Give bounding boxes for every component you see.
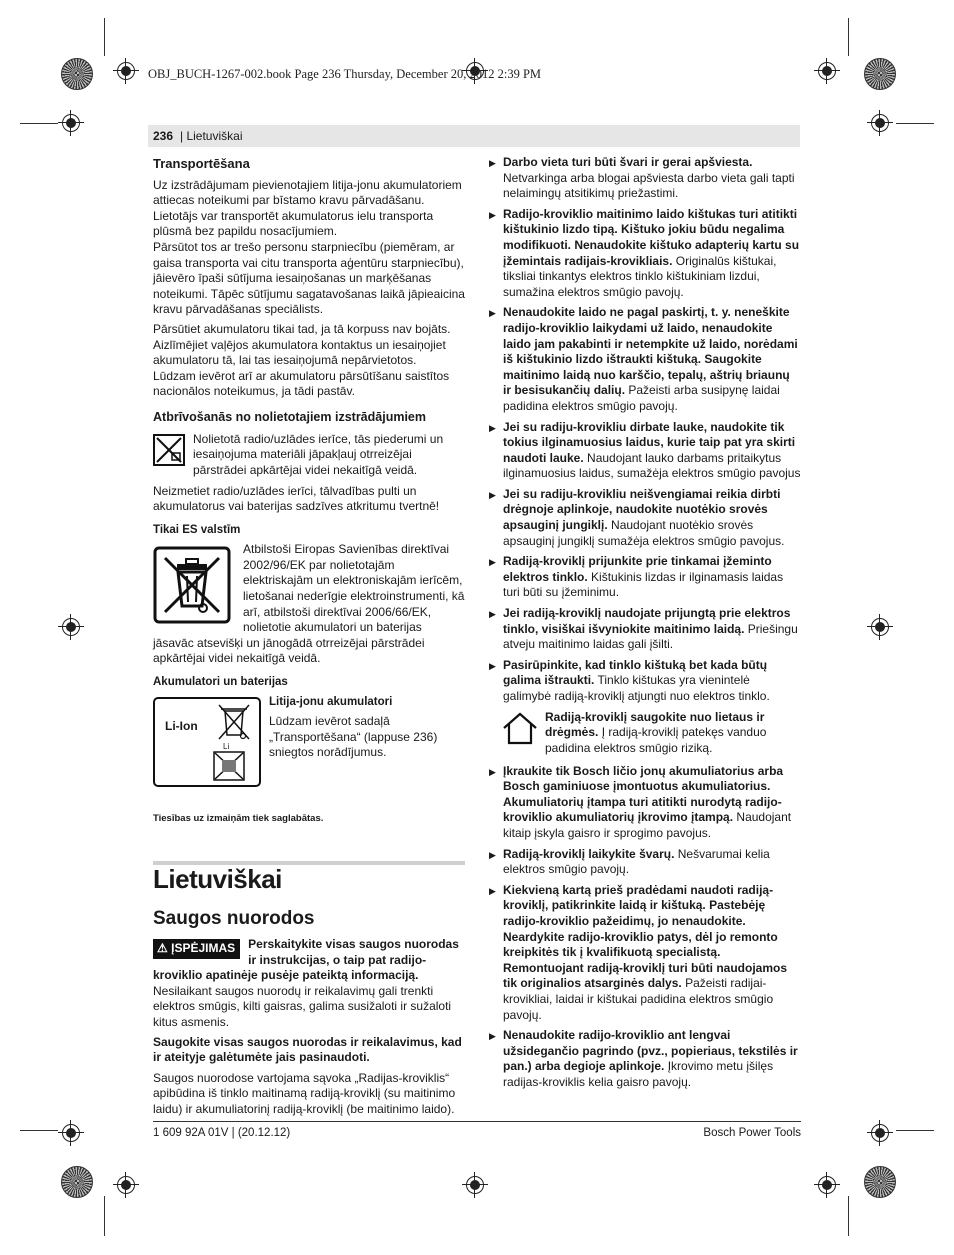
paragraph: Pārsūtiet akumulatoru tikai tad, ja tā korpuss nav bojāts. Aizlīmējiet vaļējos akumulatora kontaktus un iesaiņojiet akumulatoru tā, lai tas iesaiņojumā nepārvietotos. xyxy=(153,321,451,368)
right-column xyxy=(489,155,801,1095)
paragraph: Uz izstrādājumam pievienotajiem litija-jonu akumulatoriem attiecas noteikumi par bīstamo kravu pārvadāšanu. Lietotājs var transportēt akumulatorus ielu transporta plūsmā bez papildu nosacījumiem. xyxy=(153,177,462,239)
registration-mark xyxy=(814,58,840,84)
transport-heading: Transportēšana xyxy=(153,156,250,171)
bullet-text: Naudojant kitaip įskyla gaisro ir sprogimo pavojus. xyxy=(503,810,792,840)
warning-text: Nesilaikant saugos nuorodų ir reikalavimų gali trenkti elektros smūgis, kilti gaisras, galima susižaloti ir sužaloti kitus asmenis. xyxy=(153,983,452,1029)
paragraph: Neizmetiet radio/uzlādes ierīci, tālvadības pulti un akumulatorus vai baterijas sadzīves atkritumu tvertnē! xyxy=(153,483,440,514)
rain-text: Į radiją-kroviklį patekęs vanduo padidina elektros smūgio riziką. xyxy=(545,725,767,755)
registration-rosette xyxy=(864,58,896,90)
bullet-text: Naudojant lauko darbams pritaikytus ilginamuosius laidus, sumažėja elektros smūgio pavojus xyxy=(503,450,801,481)
registration-mark xyxy=(867,110,893,136)
bullet-bold-text: Radiją-kroviklį laikykite švarų. xyxy=(503,846,675,861)
footer-doc-id: 1 609 92A 01V | (20.12.12) xyxy=(153,1127,291,1139)
crossed-bin-small-icon xyxy=(217,703,251,743)
warning-paragraph xyxy=(153,937,465,1031)
bullet-bold-text: Jei su radiju-krovikliu neišvengiamai reikia dirbti drėgnoje aplinkoje, naudokite nuotėkio srovės apsauginį jungiklį. xyxy=(503,486,781,533)
bullet-bold-text: Nenaudokite radijo-kroviklio ant lengvai užsidegančio pagrindo (pvz., popieriaus, tekstilės ir pan.) arba degioje aplinkoje. xyxy=(503,1028,798,1074)
bullet-bold-text: Nenaudokite laido ne pagal paskirtį, t. y. neneškite radijo-kroviklio laikydami už laido, nenaudokite laido jam pakabinti ir netempkite už laido, norėdami iš kištukinio lizdo ištraukti kištuką. Saugokite maitinimo laidą nuo karščio, tepalų, aštrių briaunų ir besisukančių dalių. xyxy=(503,305,798,398)
footer-brand: Bosch Power Tools xyxy=(703,1127,801,1139)
paragraph: Lūdzam ievērot arī ar akumulatoru pārsūtīšanu saistītos nacionālos noteikumus, ja tādi pastāv. xyxy=(153,368,450,399)
warning-block xyxy=(153,937,465,1123)
page-header xyxy=(148,125,800,147)
warning-bold-text: Perskaitykite visas saugos nuorodas ir instrukcijas, o taip pat radijo-kroviklio apatinėje pusėje pateiktą informaciją. xyxy=(153,937,459,983)
disposal-heading: Atbrīvošanās no nolietotajiem izstrādājumiem xyxy=(153,409,426,424)
registration-rosette xyxy=(61,1166,93,1198)
paragraph: Atbilstoši Eiropas Savienības direktīvai 2002/96/EK par nolietotajām elektriskajām un elektroniskajām ierīcēm, lietošanai nederīgie elektroinstrumenti, kā arī, atbilstoši direktīvai 2006/66/EK, nolietotie akumulatori un baterijas jāsavāc atsevišķi un jānogādā otrreizējai pārstrādei apkārtējai videi nekaitīgā veidā. xyxy=(153,542,465,666)
bullet-text: Priešingu atveju maitinimo laidas gali įšilti. xyxy=(503,621,798,652)
bullet-text: Kištukinis lizdas ir ilginamasis laidas turi būti su įžeminimu. xyxy=(503,569,784,600)
registration-mark xyxy=(113,1172,139,1198)
warning-badge xyxy=(153,939,240,959)
li-ion-battery-symbol xyxy=(153,697,261,787)
bullet-text: Netvarkinga arba blogai apšviesta darbo vieta gali tapti nelaimingų atsitikimų priežastimi. xyxy=(503,170,795,201)
bullet-text: Naudojant nuotėkio srovės apsauginį jungiklį sumažėja elektros smūgio pavojus. xyxy=(503,518,785,548)
bullet-text: Originalūs kištukai, tiksliai tinkantys elektros tinklo kištukiniam lizdui, sumažina elektros smūgio pavojų. xyxy=(503,253,777,299)
bullet-text: Įkrovimo metu įšilęs radijas-kroviklis kelia gaisro pavojų. xyxy=(503,1059,774,1089)
book-slug-line: OBJ_BUCH-1267-002.book Page 236 Thursday, December 20, 2012 2:39 PM xyxy=(148,67,542,81)
safety-bullet xyxy=(489,658,801,705)
registration-mark xyxy=(113,58,139,84)
registration-mark xyxy=(58,1120,84,1146)
registration-rosette xyxy=(61,58,93,90)
li-label: Li xyxy=(223,741,230,751)
paragraph: Saugos nuorodose vartojama sąvoka „Radijas-kroviklis“ apibūdina iš tinklo maitinamą radiją-kroviklį (su maitinimo laidu) ir akumuliatorinį radiją-kroviklį (be maitinimo laido). xyxy=(153,1070,456,1116)
keep-instructions: Saugokite visas saugos nuorodas ir reikalavimus, kad ir ateityje galėtumėte jais pasinaudoti. xyxy=(153,1034,462,1065)
weee-bin-icon xyxy=(153,546,231,624)
li-ion-label: Li-Ion xyxy=(165,718,198,733)
safety-bullet xyxy=(489,883,801,1023)
rain-bold: Radiją-kroviklį saugokite nuo lietaus ir drėgmės. xyxy=(545,709,765,740)
left-column xyxy=(153,156,465,831)
rights-notice: Tiesības uz izmaiņām tiek saglabātas. xyxy=(153,812,324,824)
registration-rosette xyxy=(864,1166,896,1198)
safety-bullet xyxy=(489,847,801,878)
bullet-bold-text: Įkraukite tik Bosch ličio jonų akumuliatorius arba Bosch gaminiuose įmontuotus akumuliatorius. Akumuliatorių įtampa turi atitikti nurodytą radijo-kroviklio akumuliatorių įkrovimo įtampą. xyxy=(503,763,784,825)
warning-badge-label: ĮSPĖJIMAS xyxy=(171,941,236,955)
registration-mark xyxy=(58,614,84,640)
safety-bullet xyxy=(489,606,801,653)
safety-bullet xyxy=(489,764,801,842)
bullet-text: Tinklo kištukas yra vienintelė galimybė radiją-kroviklį atjungti nuo elektros tinklo. xyxy=(503,673,770,703)
header-language: | Lietuviškai xyxy=(180,129,243,143)
bullet-bold-text: Jei su radiju-krovikliu dirbate lauke, naudokite tik tokius ilginamuosius laidus, kurie taip pat yra skirti naudoti lauke. xyxy=(503,419,796,465)
crossed-bin-small-icon xyxy=(153,434,185,466)
liion-heading: Litija-jonu akumulatori xyxy=(269,695,393,708)
lithuanian-title: Lietuviškai xyxy=(153,864,282,894)
safety-bullet xyxy=(489,1028,801,1090)
safety-bullet xyxy=(489,420,801,482)
safety-bullet xyxy=(489,305,801,414)
bullet-bold-text: Radijo-kroviklio maitinimo laido kištukas turi atitikti kištukinio lizdo tipą. Kištuko jokiu būdu negalima modifikuoti. Nenaudokite kištuko adapterių kartu su įžemintais radijais-krovikliais. xyxy=(503,206,800,268)
bullet-bold-text: Darbo vieta turi būti švari ir gerai apšviesta. xyxy=(503,155,753,169)
safety-bullet xyxy=(489,487,801,549)
warning-triangle-icon: ⚠ xyxy=(157,941,168,955)
bullet-bold-text: Kiekvieną kartą prieš pradėdami naudoti radiją-kroviklį, patikrinkite laidą ir kištuką. Pastebėję radijo-kroviklio pažeidimų, jo nenaudokite. Neardykite radijo-kroviklio patys, dėl jo remonto kreipkitės tik į kvalifikuotą specialistą. Remontuojant radiją-kroviklį turi būti naudojamos tik originalios atsarginės dalys. xyxy=(503,882,788,991)
bullet-text: Pažeisti radijai-krovikliai, laidai ir kištukai padidina elektros smūgio pavojų. xyxy=(503,976,774,1022)
batteries-heading: Akumulatori un baterijas xyxy=(153,676,288,689)
safety-bullet xyxy=(489,207,801,301)
footer-rule xyxy=(153,1121,801,1122)
eu-heading: Tikai ES valstīm xyxy=(153,523,241,536)
registration-mark xyxy=(462,1172,488,1198)
bullet-bold-text: Radiją-kroviklį prijunkite prie tinkamai įžeminto elektros tinklo. xyxy=(503,554,772,584)
bullet-text: Nešvarumai kelia elektros smūgio pavojų. xyxy=(503,846,770,877)
rain-paragraph xyxy=(545,710,801,757)
registration-mark xyxy=(814,1172,840,1198)
registration-mark xyxy=(867,614,893,640)
house-rain-protection-icon xyxy=(501,712,539,746)
bullet-text: Pažeisti arba susipynę laidai padidina elektros smūgio pavojų. xyxy=(503,383,780,413)
bullet-bold-text: Pasirūpinkite, kad tinklo kištuką bet kada būtų galima ištraukti. xyxy=(503,657,768,688)
page-number: 236 xyxy=(153,129,174,143)
paragraph: Pārsūtot tos ar trešo personu starpniecību (piemēram, ar gaisa transporta vai citu transporta aģentūru starpniecību), jāievēro īpaši sūtījuma iesaiņošanas un marķēšanas noteikumi. Tāpēc sūtījumu sagatavošanas laikā jāpieaicina kravu pārvadāšanas speciālists. xyxy=(153,239,465,317)
paragraph: Lūdzam ievērot sadaļā „Transportēšana“ (lappuse 236) sniegtos norādījumus. xyxy=(269,714,438,760)
safety-bullet xyxy=(489,554,801,601)
registration-mark xyxy=(867,1120,893,1146)
bullet-bold-text: Jei radiją-kroviklį naudojate prijungtą prie elektros tinklo, visiškai išvyniokite maitinimo laidą. xyxy=(503,606,791,636)
safety-bullet xyxy=(489,155,801,202)
crossed-box-icon xyxy=(213,751,245,781)
paragraph: Nolietotā radio/uzlādes ierīce, tās piederumi un iesaiņojuma materiāli jāpakļauj otrreizējai pārstrādei apkārtējai videi nekaitīgā veidā. xyxy=(193,431,444,477)
registration-mark xyxy=(58,110,84,136)
safety-title: Saugos nuorodos xyxy=(153,908,315,929)
